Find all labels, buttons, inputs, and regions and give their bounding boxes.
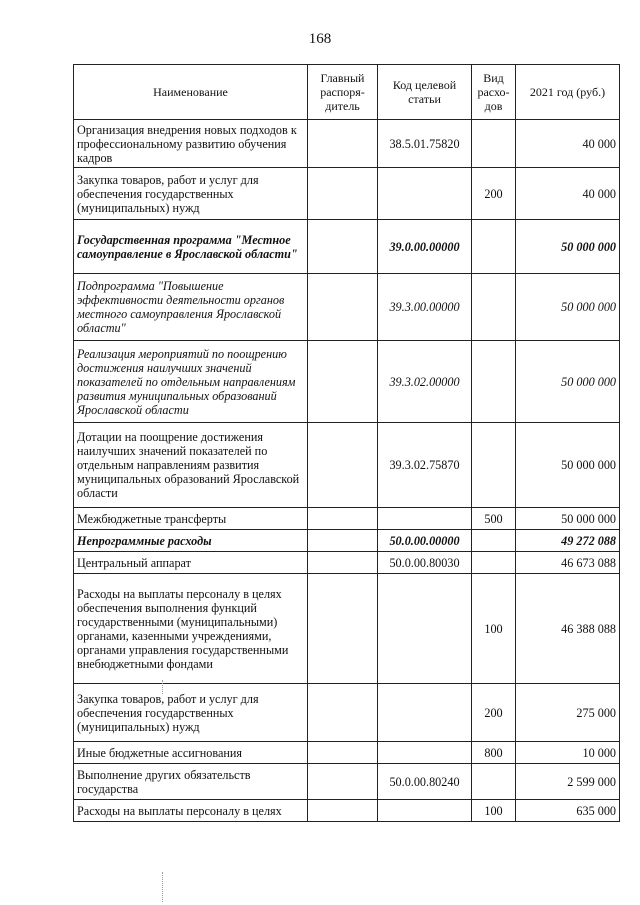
- row-name-cell: Межбюджетные трансферты: [74, 508, 308, 530]
- budget-table: [73, 64, 620, 822]
- row-expense-type-cell: [472, 120, 516, 168]
- row-expense-type-cell: [472, 530, 516, 552]
- row-target-code-cell: 39.3.00.00000: [378, 274, 472, 341]
- row-target-code-cell: 50.0.00.80240: [378, 764, 472, 800]
- table-row: [74, 168, 620, 220]
- row-sum-cell: 50 000 000: [516, 508, 620, 530]
- row-target-code-cell: [378, 742, 472, 764]
- row-main-manager-cell: [308, 423, 378, 508]
- row-sum-cell: 2 599 000: [516, 764, 620, 800]
- row-name-cell: Непрограммные расходы: [74, 530, 308, 552]
- header-year-sum: 2021 год (руб.): [516, 65, 620, 120]
- row-expense-type-cell: 100: [472, 574, 516, 684]
- row-name-cell: Подпрограмма "Повышение эффективности деятельности органов местного самоуправления Ярославской области": [74, 274, 308, 341]
- table-row: [74, 530, 620, 552]
- row-expense-type-cell: [472, 423, 516, 508]
- table-row: [74, 574, 620, 684]
- table-row: [74, 742, 620, 764]
- row-name-cell: Расходы на выплаты персоналу в целях обеспечения выполнения функций государственными (муниципальными) органами, казенными учреждениями, органами управления государственными внебюджетными фондами: [74, 574, 308, 684]
- row-main-manager-cell: [308, 684, 378, 742]
- row-name-cell: Центральный аппарат: [74, 552, 308, 574]
- table-row: [74, 220, 620, 274]
- row-expense-type-cell: [472, 341, 516, 423]
- table-header-row: [74, 65, 620, 120]
- row-main-manager-cell: [308, 530, 378, 552]
- row-target-code-cell: 50.0.00.00000: [378, 530, 472, 552]
- row-sum-cell: 10 000: [516, 742, 620, 764]
- row-name-cell: Закупка товаров, работ и услуг для обеспечения государственных (муниципальных) нужд: [74, 684, 308, 742]
- row-main-manager-cell: [308, 574, 378, 684]
- row-sum-cell: 50 000 000: [516, 341, 620, 423]
- row-target-code-cell: [378, 684, 472, 742]
- row-target-code-cell: 50.0.00.80030: [378, 552, 472, 574]
- row-name-cell: Выполнение других обязательств государства: [74, 764, 308, 800]
- scan-mark: [162, 872, 163, 902]
- row-expense-type-cell: [472, 274, 516, 341]
- row-name-cell: Дотации на поощрение достижения наилучших значений показателей по отдельным направлениям развития муниципальных образований Ярославской области: [74, 423, 308, 508]
- row-main-manager-cell: [308, 168, 378, 220]
- row-expense-type-cell: 200: [472, 684, 516, 742]
- page-number: 168: [308, 31, 332, 47]
- row-target-code-cell: 39.3.02.00000: [378, 341, 472, 423]
- row-sum-cell: 635 000: [516, 800, 620, 822]
- row-name-cell: Закупка товаров, работ и услуг для обеспечения государственных (муниципальных) нужд: [74, 168, 308, 220]
- row-main-manager-cell: [308, 552, 378, 574]
- table-row: [74, 120, 620, 168]
- table-row: [74, 508, 620, 530]
- row-main-manager-cell: [308, 120, 378, 168]
- row-main-manager-cell: [308, 274, 378, 341]
- row-main-manager-cell: [308, 742, 378, 764]
- scan-mark: [162, 680, 163, 694]
- table-row: [74, 552, 620, 574]
- table-row: [74, 341, 620, 423]
- row-main-manager-cell: [308, 800, 378, 822]
- row-sum-cell: 49 272 088: [516, 530, 620, 552]
- row-name-cell: Иные бюджетные ассигнования: [74, 742, 308, 764]
- row-sum-cell: 50 000 000: [516, 274, 620, 341]
- table-row: [74, 423, 620, 508]
- row-sum-cell: 46 388 088: [516, 574, 620, 684]
- row-sum-cell: 50 000 000: [516, 423, 620, 508]
- row-sum-cell: 275 000: [516, 684, 620, 742]
- row-name-cell: Реализация мероприятий по поощрению достижения наилучших значений показателей по отдельным направлениям развития муниципальных образований Ярославской области: [74, 341, 308, 423]
- table-row: [74, 274, 620, 341]
- row-expense-type-cell: 500: [472, 508, 516, 530]
- row-target-code-cell: [378, 800, 472, 822]
- row-main-manager-cell: [308, 341, 378, 423]
- row-target-code-cell: [378, 574, 472, 684]
- row-expense-type-cell: 800: [472, 742, 516, 764]
- table-row: [74, 800, 620, 822]
- row-target-code-cell: 38.5.01.75820: [378, 120, 472, 168]
- row-sum-cell: 40 000: [516, 120, 620, 168]
- header-target-code: Код целевой статьи: [378, 65, 472, 120]
- row-name-cell: Организация внедрения новых подходов к профессиональному развитию обучения кадров: [74, 120, 308, 168]
- row-target-code-cell: [378, 168, 472, 220]
- row-main-manager-cell: [308, 764, 378, 800]
- table-row: [74, 684, 620, 742]
- header-expense-type: Вид расхо-дов: [472, 65, 516, 120]
- row-expense-type-cell: [472, 552, 516, 574]
- row-target-code-cell: 39.0.00.00000: [378, 220, 472, 274]
- row-sum-cell: 40 000: [516, 168, 620, 220]
- row-main-manager-cell: [308, 220, 378, 274]
- row-sum-cell: 46 673 088: [516, 552, 620, 574]
- row-name-cell: Расходы на выплаты персоналу в целях: [74, 800, 308, 822]
- row-target-code-cell: 39.3.02.75870: [378, 423, 472, 508]
- table-row: [74, 764, 620, 800]
- row-expense-type-cell: [472, 764, 516, 800]
- header-name: Наименование: [74, 65, 308, 120]
- header-main-manager: Главный распоря-дитель: [308, 65, 378, 120]
- row-expense-type-cell: 100: [472, 800, 516, 822]
- row-sum-cell: 50 000 000: [516, 220, 620, 274]
- row-name-cell: Государственная программа "Местное самоуправление в Ярославской области": [74, 220, 308, 274]
- row-target-code-cell: [378, 508, 472, 530]
- row-expense-type-cell: 200: [472, 168, 516, 220]
- row-expense-type-cell: [472, 220, 516, 274]
- row-main-manager-cell: [308, 508, 378, 530]
